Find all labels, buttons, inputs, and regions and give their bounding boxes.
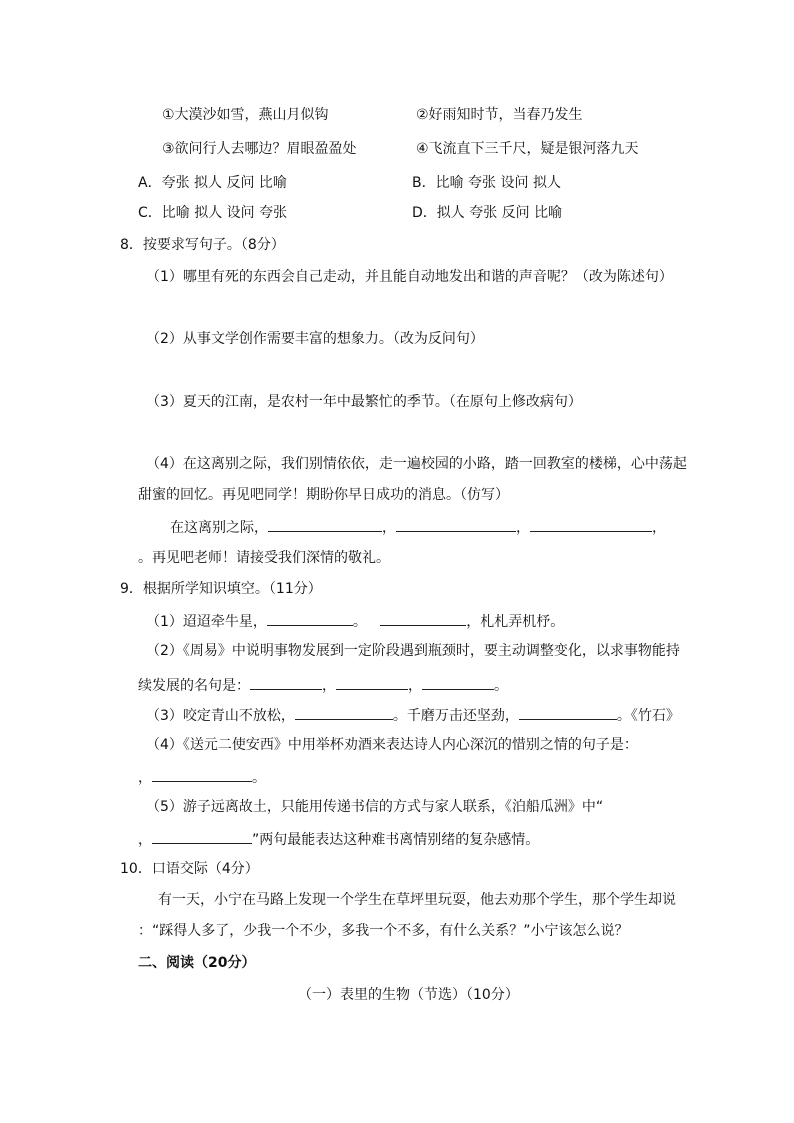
q8-title: 8．按要求写句子。（8分）: [120, 237, 285, 253]
section-subtitle: （一）表里的生物（节选）（10分）: [298, 987, 519, 1003]
q9-item-5-line2: [138, 829, 539, 849]
poem-2: ②好雨知时节，当春乃发生: [416, 107, 583, 123]
q9-item-1-text: （1）迢迢牵牛星，: [146, 614, 267, 630]
q9-sep: ，: [322, 678, 336, 694]
q9-item-2-line2: [138, 675, 508, 695]
option-d[interactable]: D．拟人 夸张 反问 比喻: [412, 205, 563, 221]
q8-item-4-line1: （4）在这离别之际，我们别情依依，走一遍校园的小路，踏一回教室的楼梯，心中荡起: [146, 456, 687, 472]
q10-title: 10．口语交际（4分）: [120, 861, 259, 877]
q8-item-3: （3）夏天的江南，是农村一年中最繁忙的季节。（在原句上修改病句）: [146, 394, 582, 410]
q9-item-3: [146, 705, 680, 725]
q9-blank-8[interactable]: [152, 767, 252, 782]
q9-item-2-line1: （2）《周易》中说明事物发展到一定阶段遇到瓶颈时，要主动调整变化，以求事物能持: [146, 643, 680, 659]
q9-item-1-end: ，札札弄机杼。: [466, 614, 565, 630]
q9-item-3-b: 。千磨万击还坚劲，: [392, 708, 519, 724]
q8-item-4-line2: 甜蜜的回忆。再见吧同学！期盼你早日成功的消息。（仿写）: [138, 487, 509, 503]
q9-blank-1[interactable]: [267, 611, 353, 626]
q9-item-3-c: 。《竹石》: [616, 708, 680, 724]
q9-sep: ，: [408, 678, 422, 694]
q9-item-1-period: 。: [352, 614, 367, 630]
q8-fill-line: [170, 517, 666, 537]
q8-blank-3[interactable]: [530, 517, 652, 532]
q9-item-1: [146, 611, 564, 631]
poem-4: ④飞流直下三千尺，疑是银河落九天: [416, 141, 639, 157]
q8-blank-1[interactable]: [268, 517, 382, 532]
q9-item-5-line1: （5）游子远离故土，只能用传递书信的方式与家人联系，《泊船瓜洲》中“: [146, 799, 604, 815]
q8-comma: ，: [382, 520, 396, 536]
option-a[interactable]: A．夸张 拟人 反问 比喻: [138, 175, 287, 191]
q9-item-2-text: 续发展的名句是：: [138, 678, 250, 694]
q9-item-5-end: ”两句最能表达这种难书离情别绪的复杂感情。: [252, 832, 540, 848]
q8-fill-start: 在这离别之际，: [170, 520, 268, 536]
q9-blank-5[interactable]: [422, 675, 494, 690]
q9-blank-9[interactable]: [152, 829, 252, 844]
q9-blank-4[interactable]: [336, 675, 408, 690]
q8-fill-end: 。再见吧老师！请接受我们深情的敬礼。: [138, 550, 390, 566]
section-title: 二、阅读（20分）: [138, 955, 256, 971]
q8-comma: ，: [516, 520, 530, 536]
q9-item-2-end: 。: [494, 678, 508, 694]
q9-item-4-comma: ，: [138, 770, 152, 786]
q9-blank-2[interactable]: [380, 611, 466, 626]
q8-blank-2[interactable]: [396, 517, 516, 532]
poem-1: ①大漠沙如雪，燕山月似钩: [162, 107, 329, 123]
q9-item-4-end: 。: [252, 770, 266, 786]
q8-item-2: （2）从事文学创作需要丰富的想象力。（改为反问句）: [146, 331, 484, 347]
q9-item-3-a: （3）咬定青山不放松，: [146, 708, 295, 724]
q8-comma: ，: [652, 520, 666, 536]
q9-title: 9．根据所学知识填空。（11分）: [120, 581, 322, 597]
q9-blank-7[interactable]: [519, 705, 617, 720]
q9-blank-6[interactable]: [295, 705, 393, 720]
q9-item-4-line2: [138, 767, 266, 787]
q10-line-2: ：“踩得人多了，少我一个不少，多我一个不多，有什么关系？”小宁该怎么说？: [138, 923, 629, 939]
option-c[interactable]: C．比喻 拟人 设问 夸张: [138, 205, 288, 221]
q8-item-1: （1）哪里有死的东西会自己走动，并且能自动地发出和谐的声音呢？（改为陈述句）: [146, 269, 673, 285]
option-b[interactable]: B．比喻 夸张 设问 拟人: [412, 175, 561, 191]
q9-blank-3[interactable]: [250, 675, 322, 690]
poem-3: ③欲问行人去哪边？眉眼盈盈处: [162, 141, 357, 157]
q9-item-5-comma: ，: [138, 832, 152, 848]
q9-item-4-line1: （4）《送元二使安西》中用举杯劝酒来表达诗人内心深沉的惜别之情的句子是：: [146, 737, 638, 753]
q10-line-1: 有一天，小宁在马路上发现一个学生在草坪里玩耍，他去劝那个学生，那个学生却说: [158, 892, 676, 908]
